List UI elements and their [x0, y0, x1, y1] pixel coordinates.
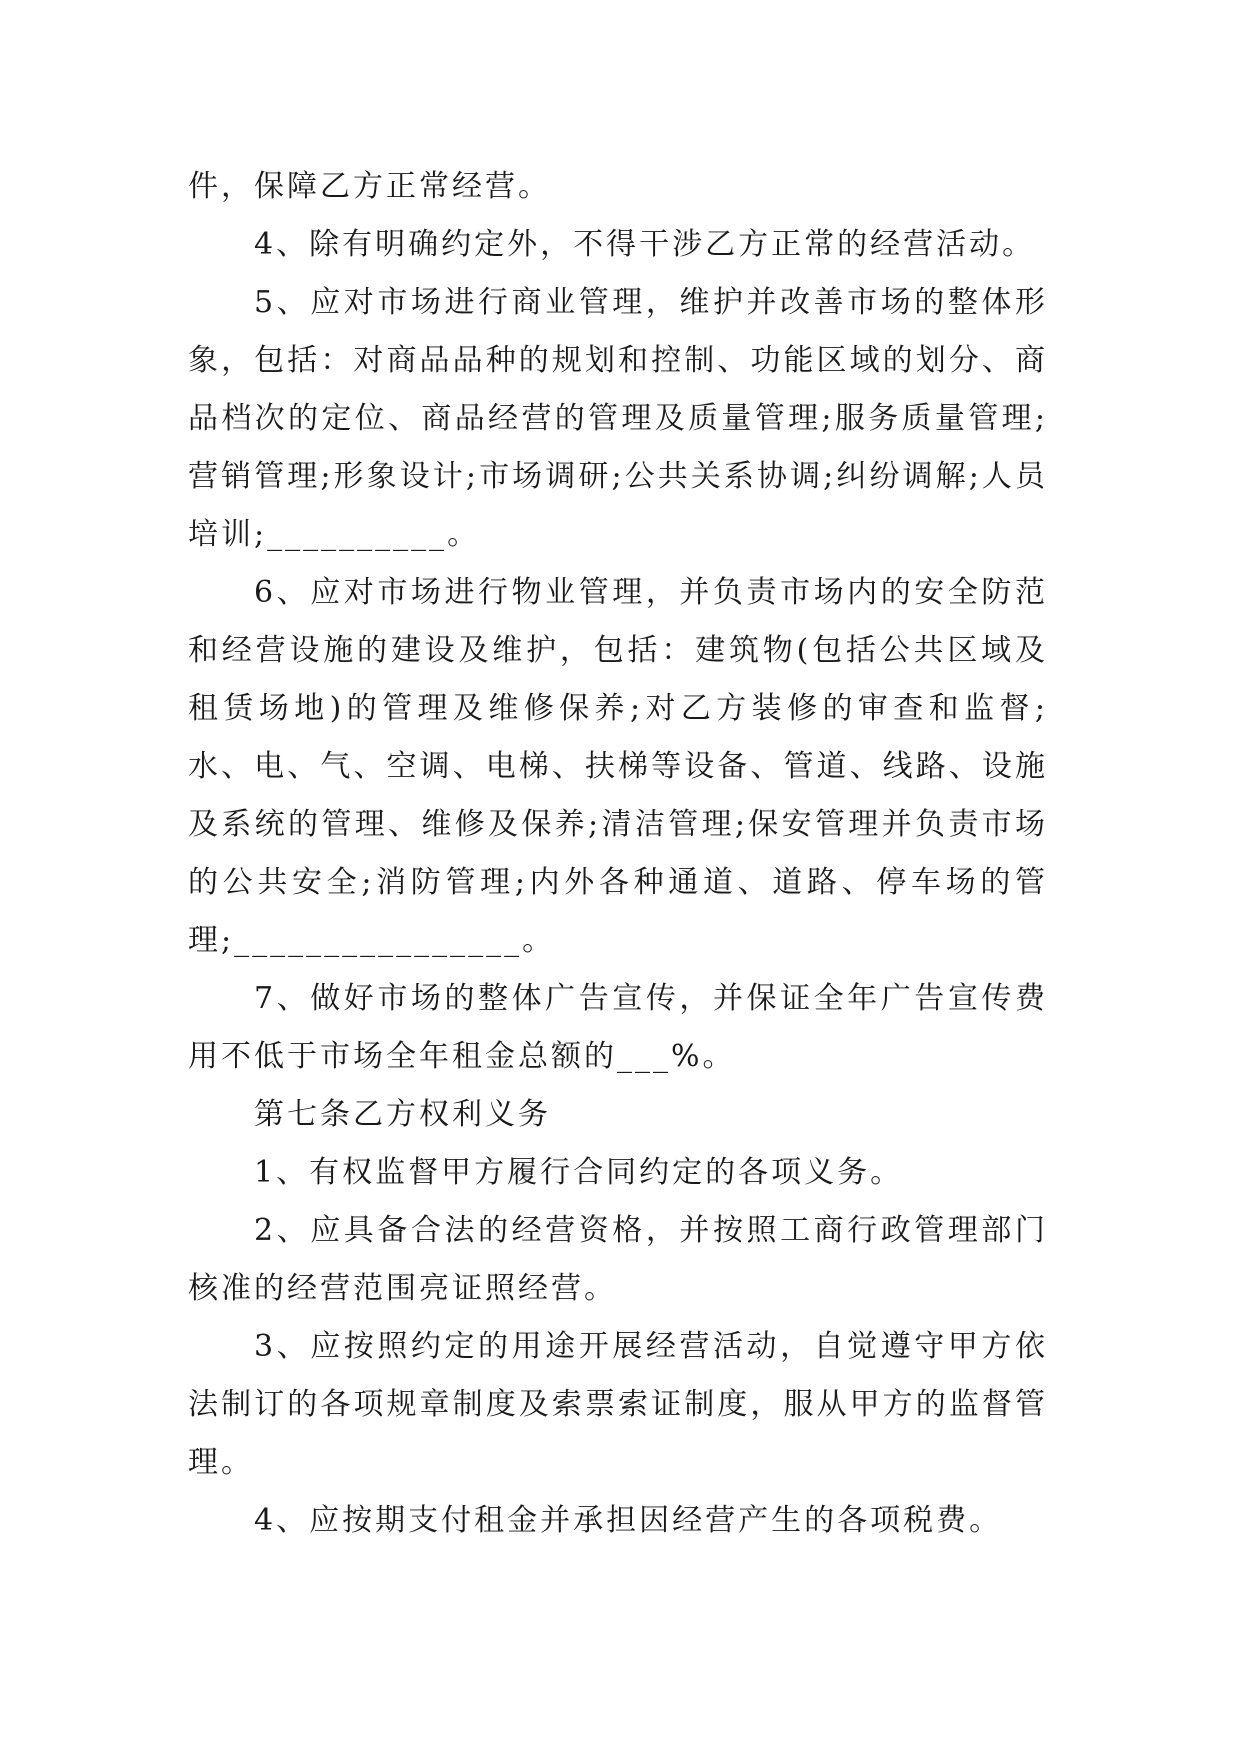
- paragraph-item-6-property-management: 6、应对市场进行物业管理，并负责市场内的安全防范和经营设施的建设及维护，包括：建筑物(包括公共区域及租赁场地)的管理及维修保养;对乙方装修的审查和监督;水、电、气、空调、电梯、扶梯等设备、管道、线路、设施及系统的管理、维修及保养;清洁管理;保安管理并负责市场的公共安全;消防管理;内外各种通道、道路、停车场的管理;________________。: [188, 575, 1048, 958]
- document-body: [188, 158, 1048, 1550]
- paragraph-party-b-item-1: 1、有权监督甲方履行合同约定的各项义务。: [254, 1155, 904, 1190]
- paragraph-item-7-advertising: 7、做好市场的整体广告宣传，并保证全年广告宣传费用不低于市场全年租金总额的___%。: [188, 981, 1048, 1074]
- paragraph-item-5-commercial-management: 5、应对市场进行商业管理，维护并改善市场的整体形象，包括：对商品品种的规划和控制、功能区域的划分、商品档次的定位、商品经营的管理及质量管理;服务质量管理;营销管理;形象设计;市场调研;公共关系协调;纠纷调解;人员培训;__________。: [188, 285, 1048, 552]
- paragraph-party-b-item-3: 3、应按照约定的用途开展经营活动，自觉遵守甲方依法制订的各项规章制度及索票索证制度，服从甲方的监督管理。: [188, 1329, 1048, 1480]
- paragraph-party-b-item-2: 2、应具备合法的经营资格，并按照工商行政管理部门核准的经营范围亮证照经营。: [188, 1213, 1048, 1306]
- article-7-heading: 第七条乙方权利义务: [254, 1097, 551, 1132]
- paragraph-continuation: 件，保障乙方正常经营。: [188, 169, 551, 204]
- paragraph-item-4-no-interference: 4、除有明确约定外，不得干涉乙方正常的经营活动。: [254, 227, 1036, 262]
- paragraph-party-b-item-4: 4、应按期支付租金并承担因经营产生的各项税费。: [254, 1503, 1003, 1538]
